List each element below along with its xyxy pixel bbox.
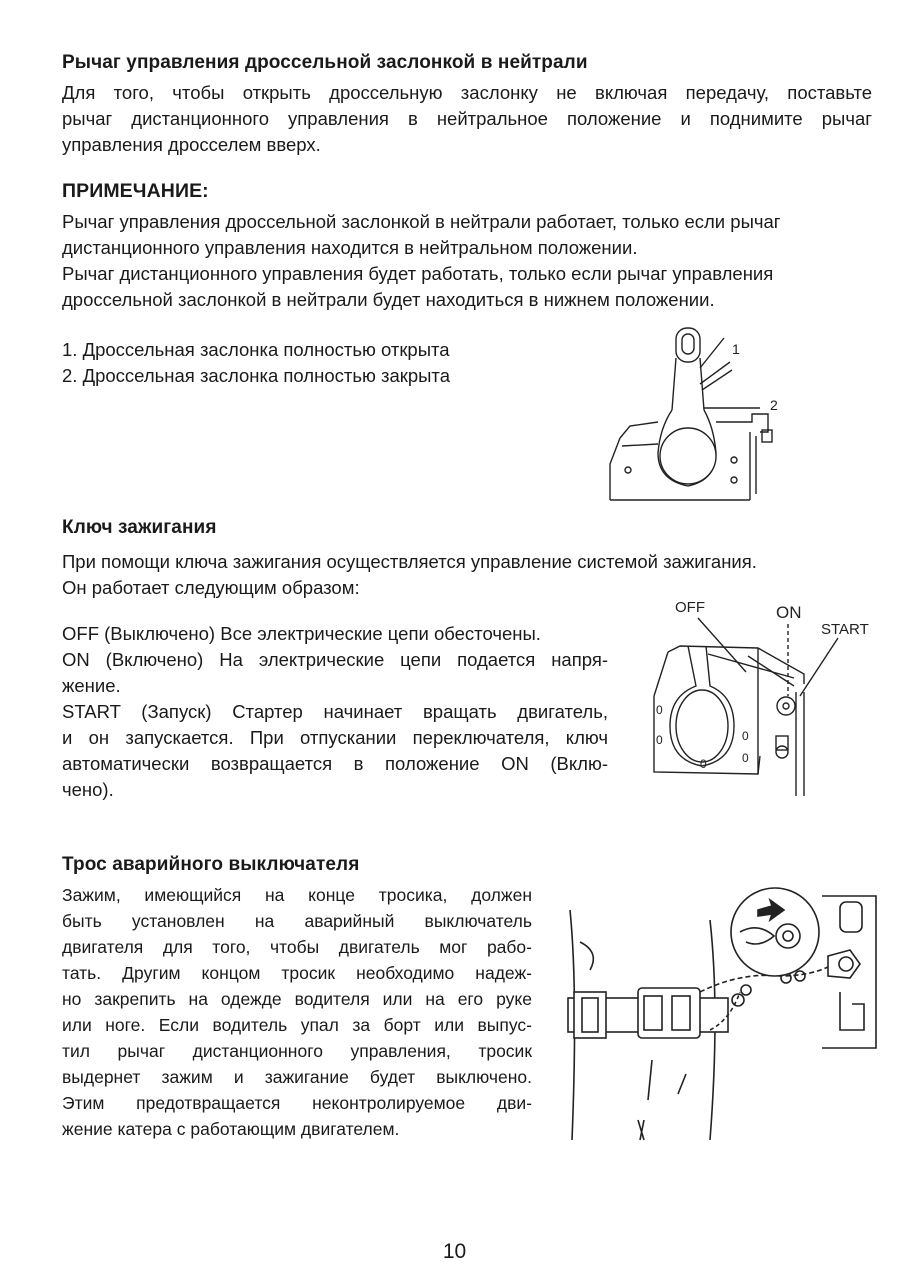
text-line: Рычаг дистанционного управления будет работать, только если рычаг управления xyxy=(62,263,774,284)
text-line: Рычаг управления дроссельной заслонкой в нейтрали работает, только если рычаг xyxy=(62,211,781,232)
figure-label-1: 1 xyxy=(732,341,740,357)
text-line: дистанционного управления находится в нейтральном положении. xyxy=(62,237,638,258)
throttle-position-list xyxy=(62,337,450,389)
ignition-intro xyxy=(62,549,882,601)
text-line: быть установлен на аварийный выключатель xyxy=(62,911,532,931)
text-line: но закрепить на одежде водителя или на его руке xyxy=(62,989,532,1009)
ignition-modes-text xyxy=(62,621,608,803)
text-line: дроссельной заслонкой в нейтрали будет находиться в нижнем положении. xyxy=(62,289,715,310)
on-label: ON xyxy=(776,603,802,622)
text-line: жение катера с работающим двигателем. xyxy=(62,1119,400,1139)
text-line: Он работает следующим образом: xyxy=(62,577,360,598)
off-label: OFF xyxy=(675,599,705,616)
text-line: OFF (Выключено) Все электрические цепи обесточены. xyxy=(62,623,541,644)
list-item: 2. Дроссельная заслонка полностью закрыта xyxy=(62,365,450,386)
note-block xyxy=(62,180,882,313)
text-line: Этим предотвращается неконтролируемое дви- xyxy=(62,1093,532,1113)
text-line: Для того, чтобы открыть дроссельную заслонку не включая передачу, поставьте xyxy=(62,82,872,103)
decor-zero: 0 xyxy=(656,703,663,717)
text-line: чено). xyxy=(62,779,114,800)
section-ignition-key-title: Ключ зажигания xyxy=(62,517,217,538)
section-kill-switch-title: Трос аварийного выключателя xyxy=(62,854,360,875)
throttle-lever-illustration xyxy=(600,318,800,508)
text-line: ON (Включено) На электрические цепи подается напря- xyxy=(62,649,608,670)
text-line: двигателя для того, чтобы двигатель мог рабо- xyxy=(62,937,532,957)
text-line: START (Запуск) Стартер начинает вращать двигатель, xyxy=(62,701,608,722)
text-line: Зажим, имеющийся на конце тросика, должен xyxy=(62,885,532,905)
note-title: ПРИМЕЧАНИЕ: xyxy=(62,180,209,202)
list-item: 1. Дроссельная заслонка полностью открыта xyxy=(62,339,450,360)
note-text xyxy=(62,209,882,313)
text-line: автоматически возвращается в положение ON (Вклю- xyxy=(62,753,608,774)
ignition-switch-illustration xyxy=(648,596,878,806)
decor-zero: 0 xyxy=(742,751,749,765)
text-line: и он запускается. При отпускании переключателя, ключ xyxy=(62,727,608,748)
decor-zero: 0 xyxy=(700,757,707,771)
text-line: управления дросселем вверх. xyxy=(62,134,321,155)
section-throttle-neutral-title: Рычаг управления дроссельной заслонкой в нейтрали xyxy=(62,52,588,73)
start-label: START xyxy=(821,621,869,638)
section-throttle-neutral xyxy=(62,52,872,158)
text-line: или ноге. Если водитель упал за борт или выпус- xyxy=(62,1015,532,1035)
decor-zero: 0 xyxy=(656,733,663,747)
section-throttle-neutral-text xyxy=(62,80,872,158)
text-line: тать. Другим концом тросик необходимо надеж- xyxy=(62,963,532,983)
figure-label-2: 2 xyxy=(770,397,778,413)
text-line: жение. xyxy=(62,675,121,696)
decor-zero: 0 xyxy=(742,729,749,743)
page-number: 10 xyxy=(442,1240,467,1263)
text-line: При помощи ключа зажигания осуществляется управление системой зажигания. xyxy=(62,551,757,572)
text-line: тил рычаг дистанционного управления, тросик xyxy=(62,1041,532,1061)
section-kill-switch xyxy=(62,854,532,1142)
text-line: рычаг дистанционного управления в нейтральное положение и поднимите рычаг xyxy=(62,108,872,129)
kill-switch-text xyxy=(62,882,532,1142)
lanyard-illustration xyxy=(560,880,880,1142)
text-line: выдернет зажим и зажигание будет выключено. xyxy=(62,1067,532,1087)
section-ignition-key xyxy=(62,517,882,601)
